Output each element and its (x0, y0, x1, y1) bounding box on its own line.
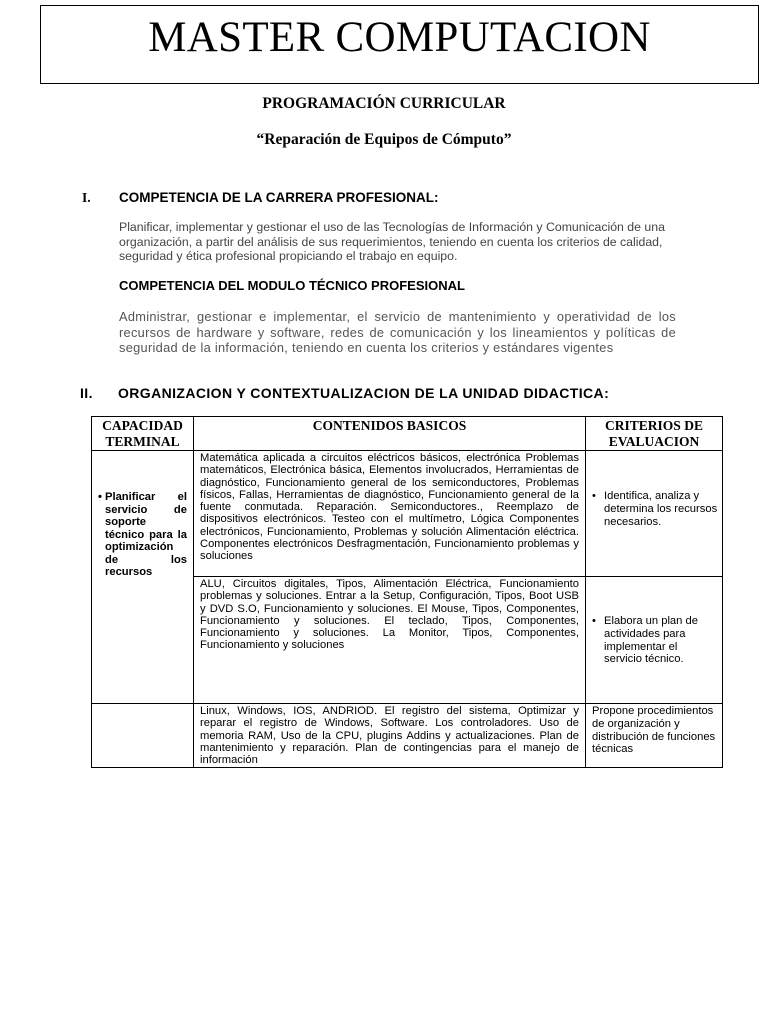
criterio-cell (586, 577, 723, 704)
header-capacidad: CAPACIDAD TERMINAL (92, 417, 194, 451)
module-competence-paragraph: Administrar, gestionar e implementar, el servicio de mantenimiento y operatividad de los recursos de hardware y software, redes de comunicación y los lineamientos y políticas de seguridad de la información, teniendo en cuenta los criterios y estándares vigentes (119, 309, 676, 355)
document-title-box (40, 5, 759, 84)
capacidad-item (98, 491, 187, 579)
section1-title: COMPETENCIA DE LA CARRERA PROFESIONAL: (119, 190, 439, 205)
bullet-icon: • (98, 491, 102, 503)
capacidad-cell (92, 451, 194, 704)
capacidad-text: Planificar el servicio de soporte técnico para la optimización de los recursos (105, 491, 187, 578)
table-row (92, 704, 723, 768)
section1-number: I. (82, 190, 91, 205)
capacidad-empty-cell (92, 704, 194, 768)
contenidos-cell: Linux, Windows, IOS, ANDRIOD. El registro del sistema, Optimizar y reparar el registro de Windows, Software. Los controladores. Uso de memoria RAM, Uso de la CPU, plugins Addins y actualizaciones. Plan de mantenimiento y reparación. Plan de contingencias para el manejo de información (194, 704, 586, 768)
contenidos-cell: ALU, Circuitos digitales, Tipos, Alimentación Eléctrica, Funcionamiento problemas y soluciones. Entrar a la Setup, Configuración, Tipos, Boot USB y DVD S.O, Funcionamiento y soluciones. El Mouse, Tipos, Componentes, Funcionamiento y soluciones. El teclado, Tipos, Componentes, Funcionamiento y soluciones. La Monitor, Tipos, Componentes, Funcionamiento y soluciones (194, 577, 586, 704)
header-contenidos: CONTENIDOS BASICOS (194, 417, 586, 451)
module-competence-title: COMPETENCIA DEL MODULO TÉCNICO PROFESIONAL (119, 278, 465, 293)
section1-paragraph: Planificar, implementar y gestionar el uso de las Tecnologías de Información y Comunicación de una organización, a partir del análisis de sus requerimientos, teniendo en cuenta los criterios de calidad, seguridad y ética profesional propiciando el trabajo en equipo. (119, 220, 665, 264)
program-subtitle: “Reparación de Equipos de Cómputo” (256, 131, 512, 148)
contenidos-cell: Matemática aplicada a circuitos eléctricos básicos, electrónica Problemas matemáticos, Electrónica básica, Elementos involucrados, Herramientas de diagnóstico, Funcionamiento general de los semiconductores, Problemas físicos, Fallas, Herramientas de diagnóstico, Funcionamiento general de la fuente conmutada. Reparación. Semiconductores., Reemplazo de dispositivos electrónicos. Testeo con el multímetro, Lógica Componentes electrónicos, Funcionamiento, Problemas y solución Alimentación eléctrica. Componentes electrónicos Desfragmentación, Funcionamiento problemas y soluciones (194, 451, 586, 577)
program-heading: PROGRAMACIÓN CURRICULAR (262, 95, 506, 112)
criterio-item (592, 490, 718, 528)
header-criterios: CRITERIOS DE EVALUACION (586, 417, 723, 451)
criterio-cell (586, 451, 723, 577)
criterio-text: Identifica, analiza y determina los recursos necesarios. (604, 490, 718, 528)
criterio-cell: Propone procedimientos de organización y distribución de funciones técnicas (586, 704, 723, 768)
table-header-row (92, 417, 723, 451)
criterio-text: Elabora un plan de actividades para implementar el servicio técnico. (604, 615, 698, 666)
section2-heading (80, 385, 609, 401)
bullet-icon: • (592, 615, 596, 627)
section2-number: II. (80, 385, 93, 401)
section2-title: ORGANIZACION Y CONTEXTUALIZACION DE LA UNIDAD DIDACTICA: (118, 385, 610, 401)
table-row (92, 451, 723, 577)
criterio-item (592, 615, 718, 666)
didactic-unit-table (91, 416, 723, 768)
bullet-icon: • (592, 490, 596, 502)
document-title: MASTER COMPUTACION (148, 14, 651, 61)
